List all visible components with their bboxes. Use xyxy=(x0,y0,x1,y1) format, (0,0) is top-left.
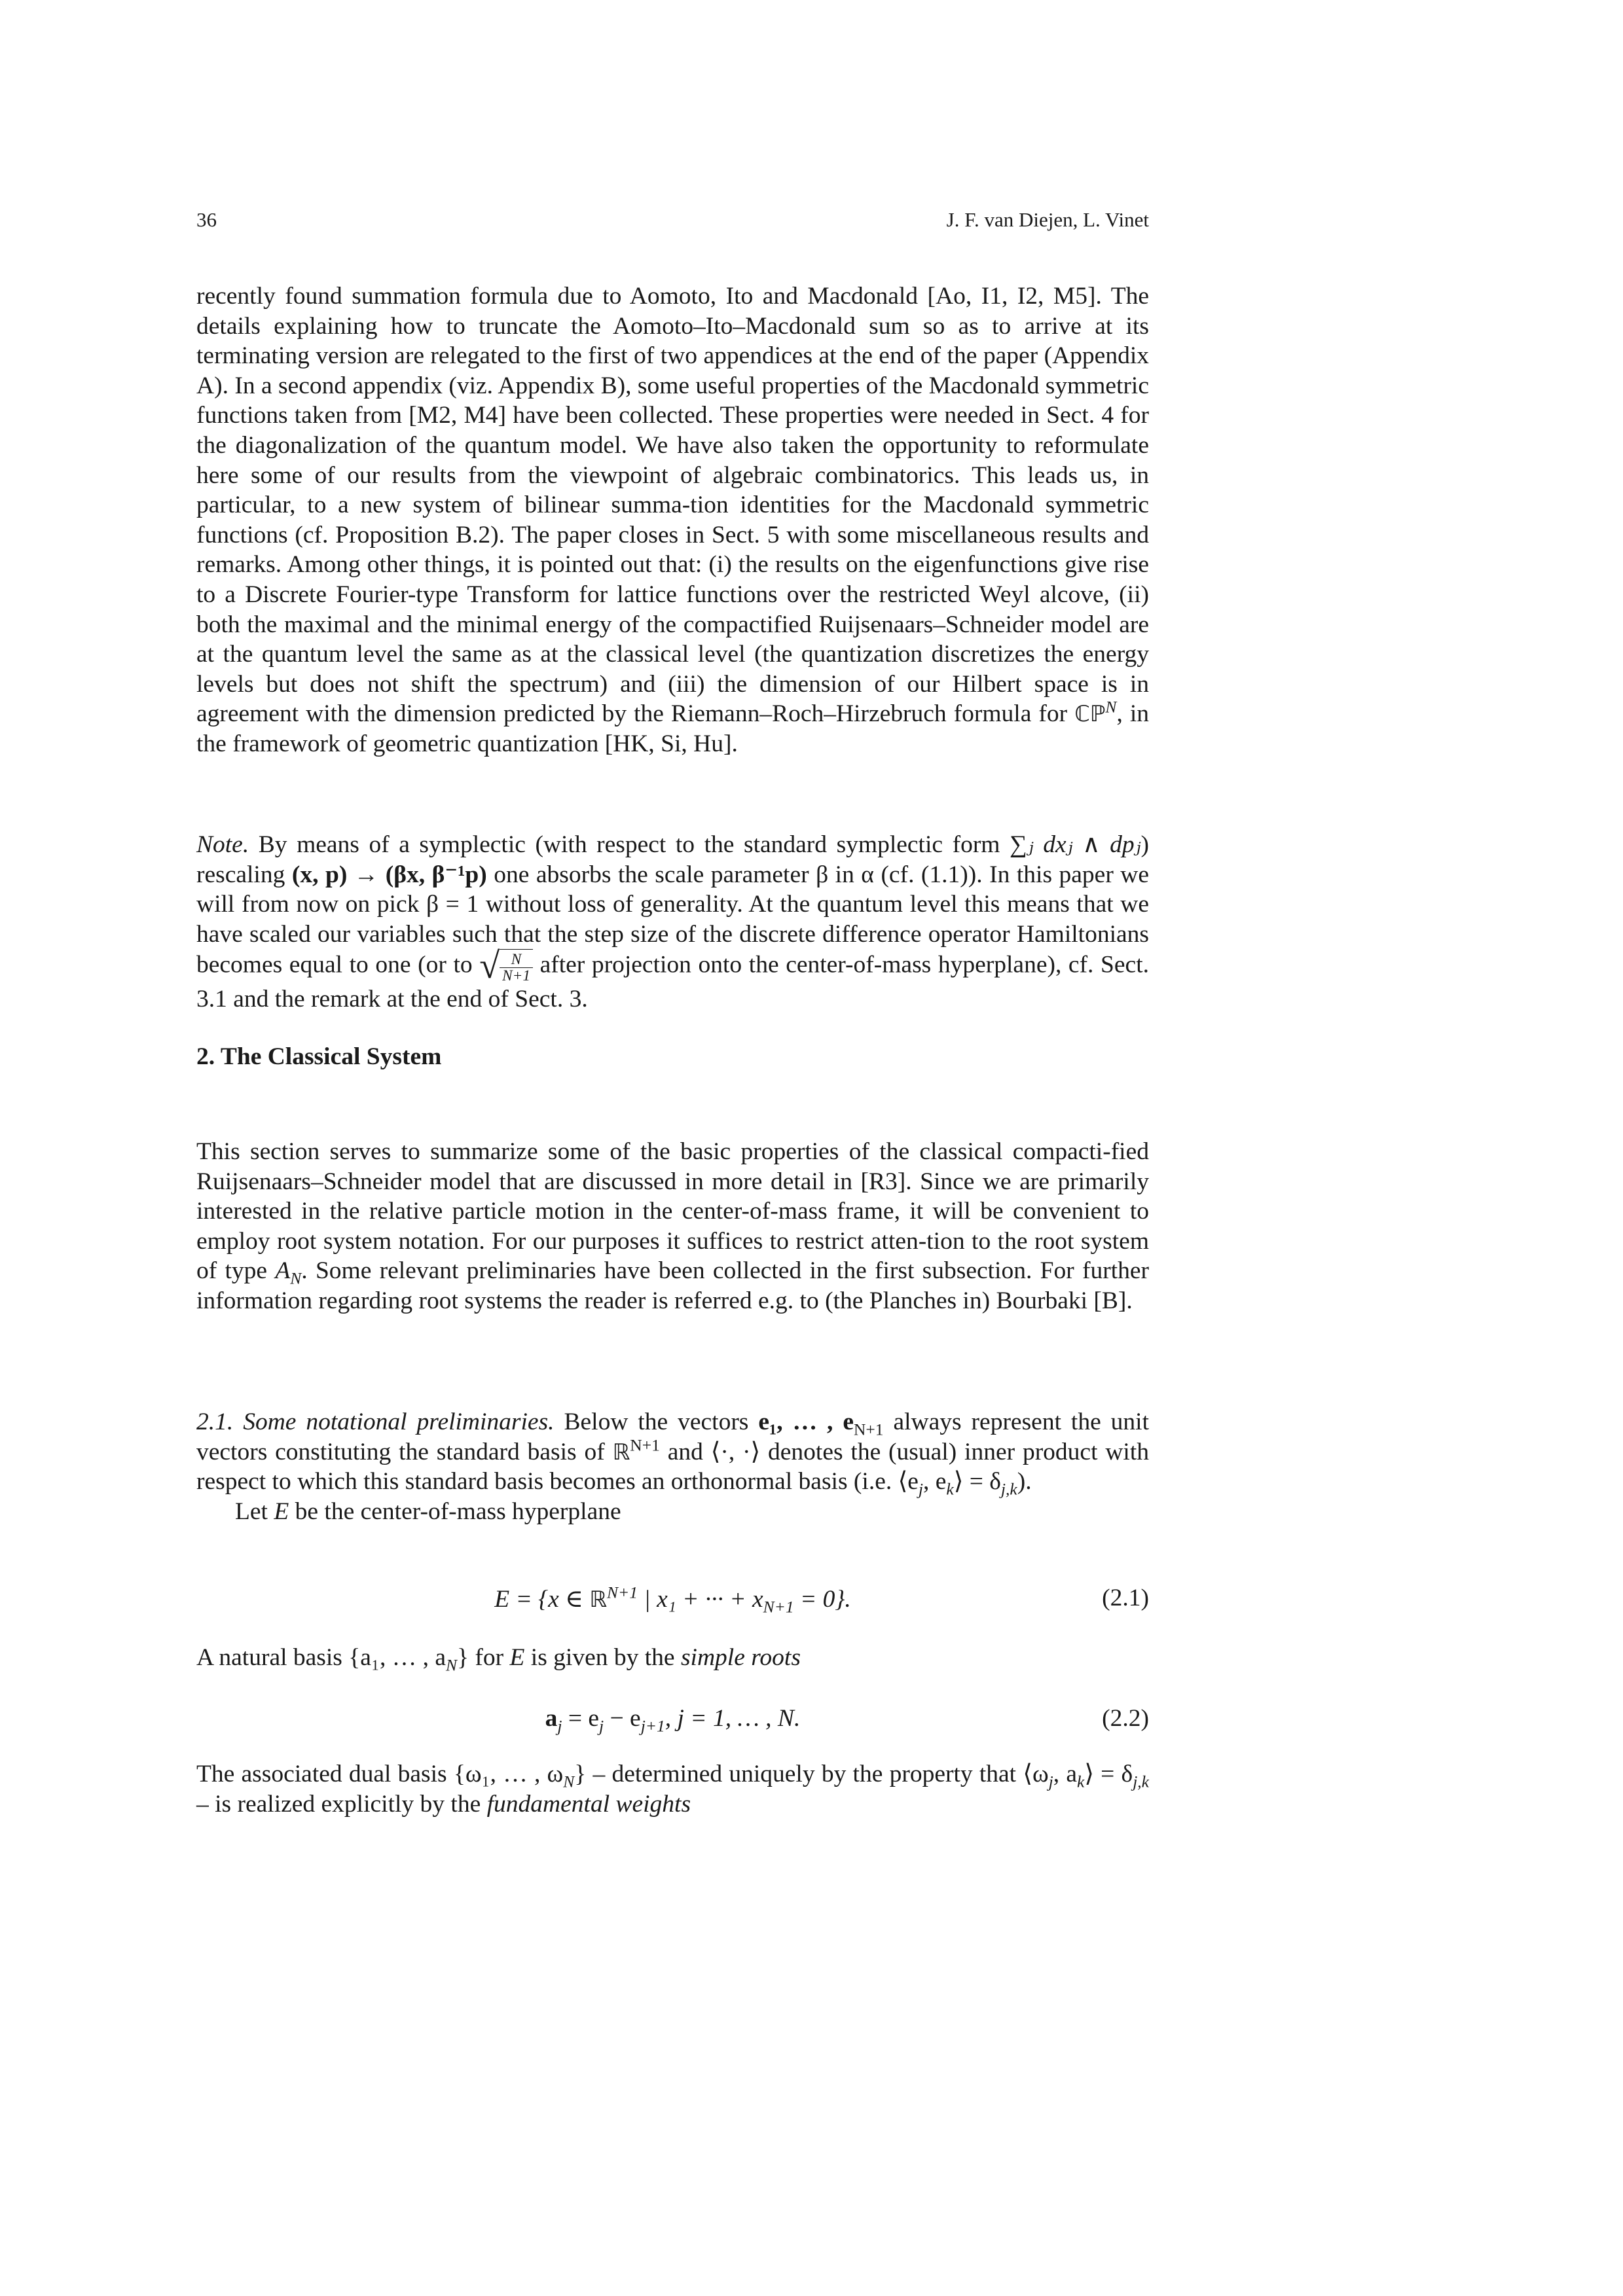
subsection-text-2: always represent the unit vectors constituting the standard basis of xyxy=(196,1408,1150,1465)
cp-superscript: N xyxy=(1105,697,1117,717)
real-space-sup: N+1 xyxy=(630,1435,660,1455)
page-number: 36 xyxy=(196,208,217,231)
dual-sub4: j,k xyxy=(1133,1772,1149,1791)
running-authors: J. F. van Diejen, L. Vinet xyxy=(946,208,1149,231)
root-system-sub: N xyxy=(290,1268,302,1288)
note-text-3: one absorbs the scale parameter β in α (cf. (1.1)). In this paper we will from now on pick β = 1 without loss of generality. At the quantum level this means that we have scaled our variables such that the step size of the discrete difference operator Hamiltonians becomes equal to one (or to xyxy=(196,861,1150,978)
basis-text-2: } for xyxy=(457,1644,504,1671)
section-heading: 2. The Classical System xyxy=(196,1043,442,1070)
basis-sub: N xyxy=(446,1655,458,1675)
real-space-symbol: ℝ xyxy=(612,1439,630,1465)
basis-e: E xyxy=(509,1644,525,1671)
root-system-a: A xyxy=(275,1257,291,1285)
intro-text-a: recently found summation formula due to Aomoto, Ito and Macdonald [Ao, I1, I2, M5]. The details explaining how to truncate the Aomoto–Ito–Macdonald sum so as to arrive at its terminating version are relegated to the first of two appendices at the end of the paper (Appendix A). In a second appendix (viz. Appendix B), some useful properties of the Macdonald symmetric functions taken from [M2, M4] have been collected. These properties were needed in Sect. 4 for the diagonalization of the quantum model. We have also taken the opportunity to reformulate here some of our results from the viewpoint of algebraic combinatorics. This leads us, in particular, to a new system of bilinear summa-tion identities for the Macdonald symmetric functions (cf. Proposition B.2). The paper closes in Sect. 5 with some miscellaneous results and remarks. Among other things, it is pointed out that: (i) the results on the eigenfunctions give rise to a Discrete Fourier-type Transform for lattice functions over the restricted Weyl alcove, (ii) both the maximal and the minimal energy of the compactified Ruijsenaars–Schneider model are at the quantum level the same as at the classical level (the quantization discretizes the energy levels but does not shift the spectrum) and (iii) the dimension of our Hilbert space is in agreement with the dimension predicted by the Riemann–Roch–Hirzebruch formula for xyxy=(196,283,1149,728)
dual-text-3: , a xyxy=(1053,1761,1077,1787)
section2-text-a: This section serves to summarize some of the basic properties of the classical compacti-fied Ruijsenaars–Schneider model that are discussed in more detail in [R3]. Since we are primarily interested in the relative particle motion in the center-of-mass frame, it will be convenient to employ root system notation. For our purposes it suffices to restrict atten-tion to the root system of type xyxy=(196,1138,1149,1285)
t3-close: ). xyxy=(1017,1468,1032,1496)
subsection-text-1: Below the vectors xyxy=(564,1408,749,1435)
symplectic-form: ∑ⱼ dxⱼ ∧ dpⱼ xyxy=(1010,831,1141,858)
note-paragraph xyxy=(196,830,1149,1014)
fraction-numerator: N xyxy=(500,952,533,968)
section2-paragraph xyxy=(196,1137,1149,1316)
running-header xyxy=(196,208,1149,234)
basis-vectors-sub: N+1 xyxy=(853,1420,884,1439)
basis-line xyxy=(196,1643,1149,1673)
rescaling-map: (x, p) → (βx, β⁻¹p) xyxy=(291,861,487,888)
eq22-mid2: − e xyxy=(604,1705,641,1732)
eq21-end: = 0}. xyxy=(793,1586,851,1613)
eq21-sup: N+1 xyxy=(607,1583,638,1602)
subsection-paragraph xyxy=(196,1407,1149,1526)
intro-text-b: , in the framework of geometric quantization [HK, Si, Hu]. xyxy=(196,700,1150,757)
note-label: Note. xyxy=(196,831,249,858)
dual-sub: N xyxy=(563,1772,575,1791)
cp-symbol: ℂℙ xyxy=(1074,701,1106,727)
t3-sub3: j,k xyxy=(1000,1479,1017,1499)
equation-2-1 xyxy=(196,1584,1149,1617)
let-e: E xyxy=(274,1498,289,1525)
let-text-a: Let xyxy=(235,1498,268,1525)
t3-mid: , e xyxy=(922,1468,947,1496)
note-text-1: By means of a symplectic (with respect to the standard symplectic form xyxy=(258,831,1000,858)
equation-number: (2.1) xyxy=(1102,1585,1149,1611)
eq22-a: a xyxy=(545,1705,558,1732)
let-text-b: be the center-of-mass hyperplane xyxy=(295,1498,621,1525)
section2-text-b: . Some relevant preliminaries have been collected in the first subsection. For further information regarding root systems the reader is referred e.g. to (the Planches in) Bourbaki [B]. xyxy=(196,1257,1150,1314)
note-text-2: ) rescaling xyxy=(196,831,1150,888)
basis-vectors: e₁, … , e xyxy=(758,1408,854,1435)
fundamental-weights-term: fundamental weights xyxy=(486,1790,691,1818)
dual-text-5: – is realized explicitly by the xyxy=(196,1790,481,1818)
dual-basis-paragraph xyxy=(196,1759,1149,1819)
eq21-lhs: E = {x ∈ xyxy=(494,1586,590,1613)
eq21-rn: ℝ xyxy=(589,1587,608,1612)
equation-2-2 xyxy=(196,1704,1149,1737)
eq21-sub: N+1 xyxy=(763,1597,794,1617)
eq22-tail: , j = 1, … , N. xyxy=(665,1705,801,1732)
basis-text-1: A natural basis {a₁, … , a xyxy=(196,1644,446,1671)
eq22-sub2: j xyxy=(599,1716,604,1736)
basis-text-3: is given by the xyxy=(530,1644,675,1671)
dual-text-2: } – determined uniquely by the property that ⟨ω xyxy=(574,1761,1049,1787)
eq22-sub1: j xyxy=(557,1716,562,1736)
intro-paragraph xyxy=(196,281,1149,759)
subsection-text-3: and ⟨·, ·⟩ denotes the (usual) inner product with respect to which this standard basis becomes an orthonormal basis (i.e. ⟨e xyxy=(196,1438,1150,1496)
eq22-sub3: j+1 xyxy=(640,1716,665,1736)
fraction-denominator: N+1 xyxy=(502,967,530,985)
t3-end: ⟩ = δ xyxy=(953,1468,1001,1496)
equation-number: (2.2) xyxy=(1102,1705,1149,1732)
note-text-4: after projection onto the center-of-mass hyperplane), cf. Sect. 3.1 and the remark at the end of Sect. 3. xyxy=(196,951,1149,1013)
dual-text-1: The associated dual basis {ω₁, … , ω xyxy=(196,1761,564,1787)
subsection-heading: 2.1. Some notational preliminaries. xyxy=(196,1408,555,1435)
dual-text-4: ⟩ = δ xyxy=(1084,1761,1133,1787)
eq22-mid: = e xyxy=(562,1705,600,1732)
dual-sub2: j xyxy=(1048,1772,1053,1791)
sqrt-fraction: √ $\frac{N}{N+1}$ xyxy=(479,949,533,984)
eq21-rhs: | x₁ + ··· + x xyxy=(638,1586,763,1613)
t3-sub1: j xyxy=(918,1479,923,1499)
simple-roots-term: simple roots xyxy=(680,1644,801,1671)
t3-sub2: k xyxy=(946,1479,954,1499)
dual-sub3: k xyxy=(1076,1772,1085,1791)
